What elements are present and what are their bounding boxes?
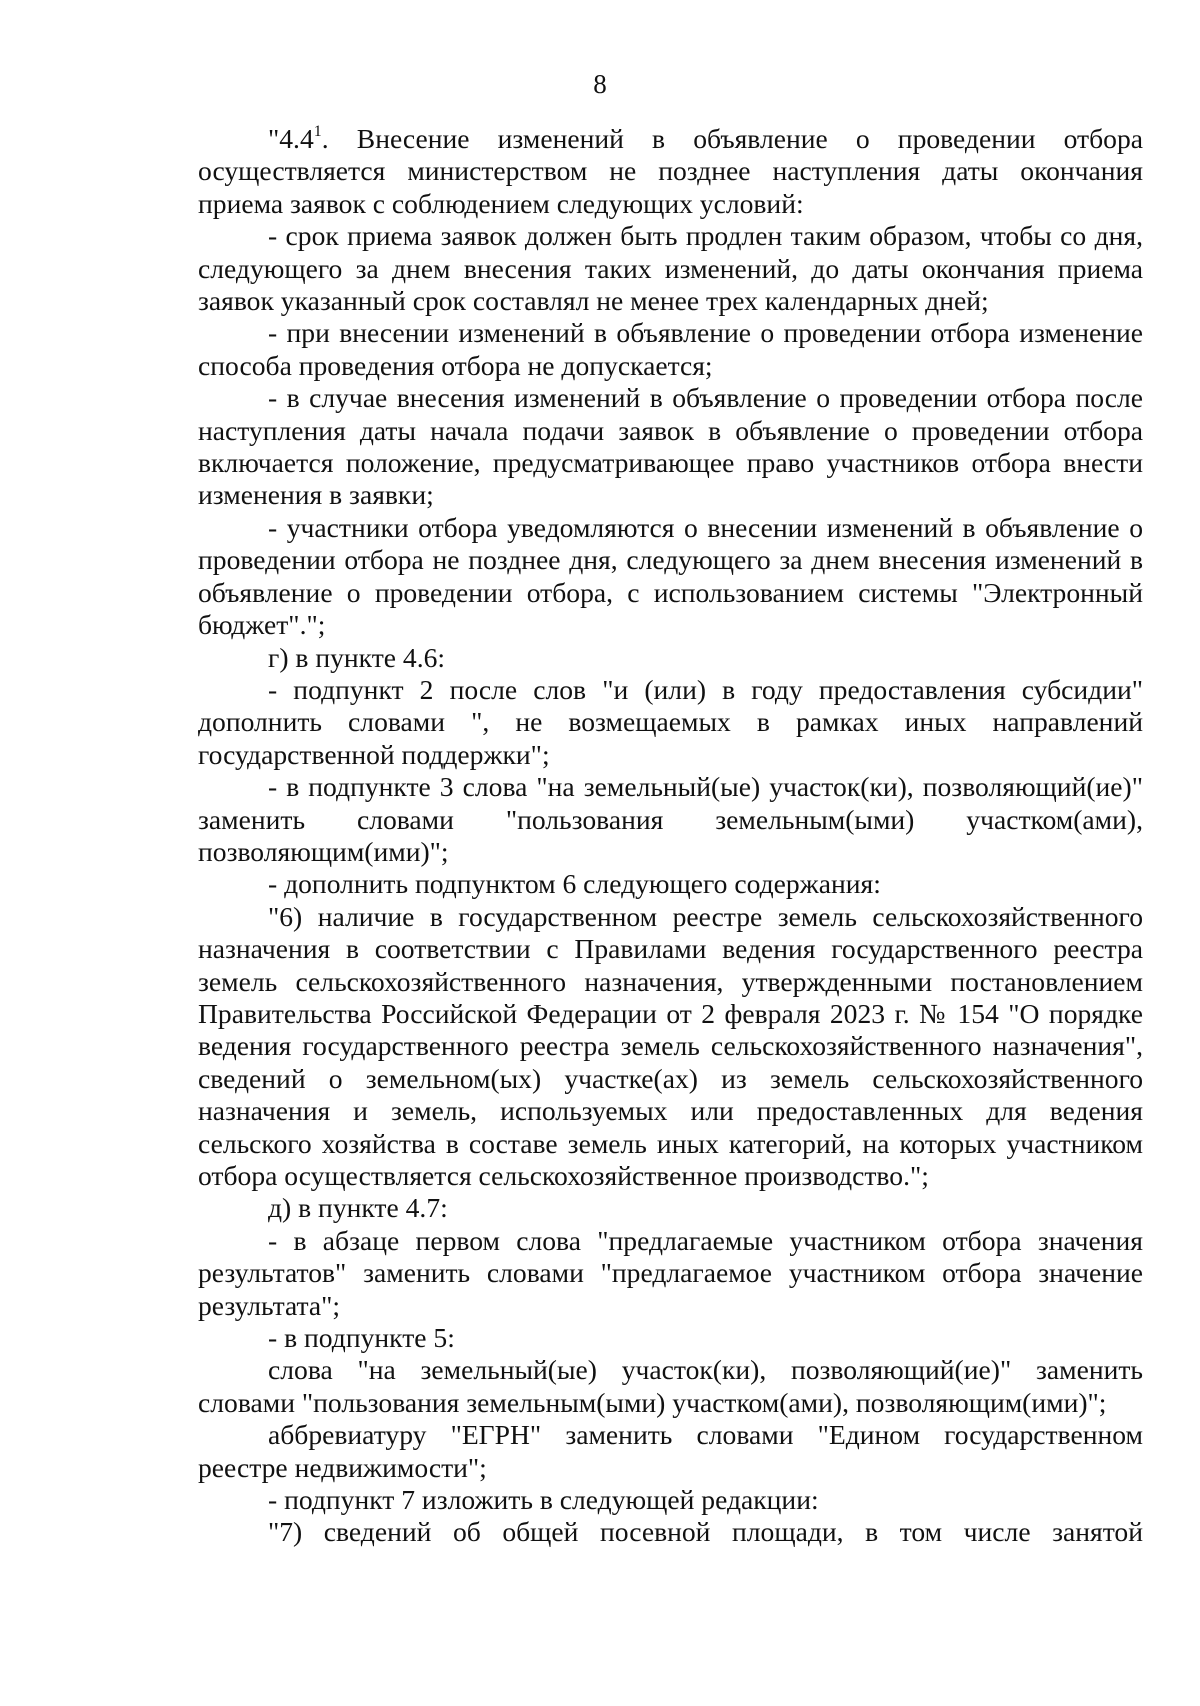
clause-superscript: 1 [313, 122, 322, 140]
paragraph: - в абзаце первом слова "предлагаемые участником отбора значения результатов" заменить словами "предлагаемое участником отбора значение результата"; [198, 1224, 1143, 1321]
paragraph: - подпункт 2 после слов "и (или) в году предоставления субсидии" дополнить словами ", не возмещаемых в рамках иных направлений государственной поддержки"; [198, 673, 1143, 770]
paragraph: - в случае внесения изменений в объявление о проведении отбора после наступления даты начала подачи заявок в объявление о проведении отбора включается положение, предусматривающее право участников отбора внести изменения в заявки; [198, 382, 1143, 511]
paragraph: - в подпункте 3 слова "на земельный(ые) участок(ки), позволяющий(ие)" заменить словами "пользования земельным(ыми) участком(ами), позволяющим(ими)"; [198, 771, 1143, 867]
paragraph: г) в пункте 4.6: [268, 641, 446, 673]
paragraph: - подпункт 7 изложить в следующей редакции: [268, 1484, 819, 1516]
clause-text: . Внесение изменений в объявление о проведении отбора осуществляется министерством не позднее наступления даты окончания приема заявок с соблюдением следующих условий: [198, 123, 1143, 219]
paragraph: - участники отбора уведомляются о внесении изменений в объявление о проведении отбора не позднее дня, следующего за днем внесения изменений в объявление о проведении отбора, с использованием системы "Электронный бюджет"."; [198, 511, 1143, 641]
paragraph: "6) наличие в государственном реестре земель сельскохозяйственного назначения в соответствии с Правилами ведения государственного реестра земель сельскохозяйственного назначения, утвержденными постановлением Правительства Российской Федерации от 2 февраля 2023 г. № 154 "О порядке ведения государственного реестра земель сельскохозяйственного назначения", сведений о земельном(ых) участке(ах) из земель сельскохозяйственного назначения и земель, используемых или предоставленных для ведения сельского хозяйства в составе земель иных категорий, на которых участником отбора осуществляется сельскохозяйственное производство."; [198, 900, 1143, 1191]
paragraph: - при внесении изменений в объявление о проведении отбора изменение способа проведения отбора не допускается; [198, 317, 1143, 381]
paragraph: - срок приема заявок должен быть продлен таким образом, чтобы со дня, следующего за днем внесения таких изменений, до даты окончания приема заявок указанный срок составлял не менее трех календарных дней; [198, 220, 1143, 317]
paragraph: - в подпункте 5: [268, 1322, 455, 1354]
paragraph: д) в пункте 4.7: [268, 1192, 448, 1224]
page-number: 8 [593, 69, 607, 99]
document-body [198, 123, 1143, 1549]
clause-number: "4.4 [268, 123, 314, 154]
paragraph-4-4-1 [198, 123, 1143, 220]
paragraph: аббревиатуру "ЕГРН" заменить словами "Едином государственном реестре недвижимости"; [198, 1419, 1143, 1483]
paragraph: "7) сведений об общей посевной площади, в том числе занятой [268, 1516, 1143, 1548]
paragraph: слова "на земельный(ые) участок(ки), позволяющий(ие)" заменить словами "пользования земельным(ыми) участком(ами), позволяющим(ими)"; [198, 1354, 1143, 1418]
paragraph: - дополнить подпунктом 6 следующего содержания: [268, 868, 881, 900]
